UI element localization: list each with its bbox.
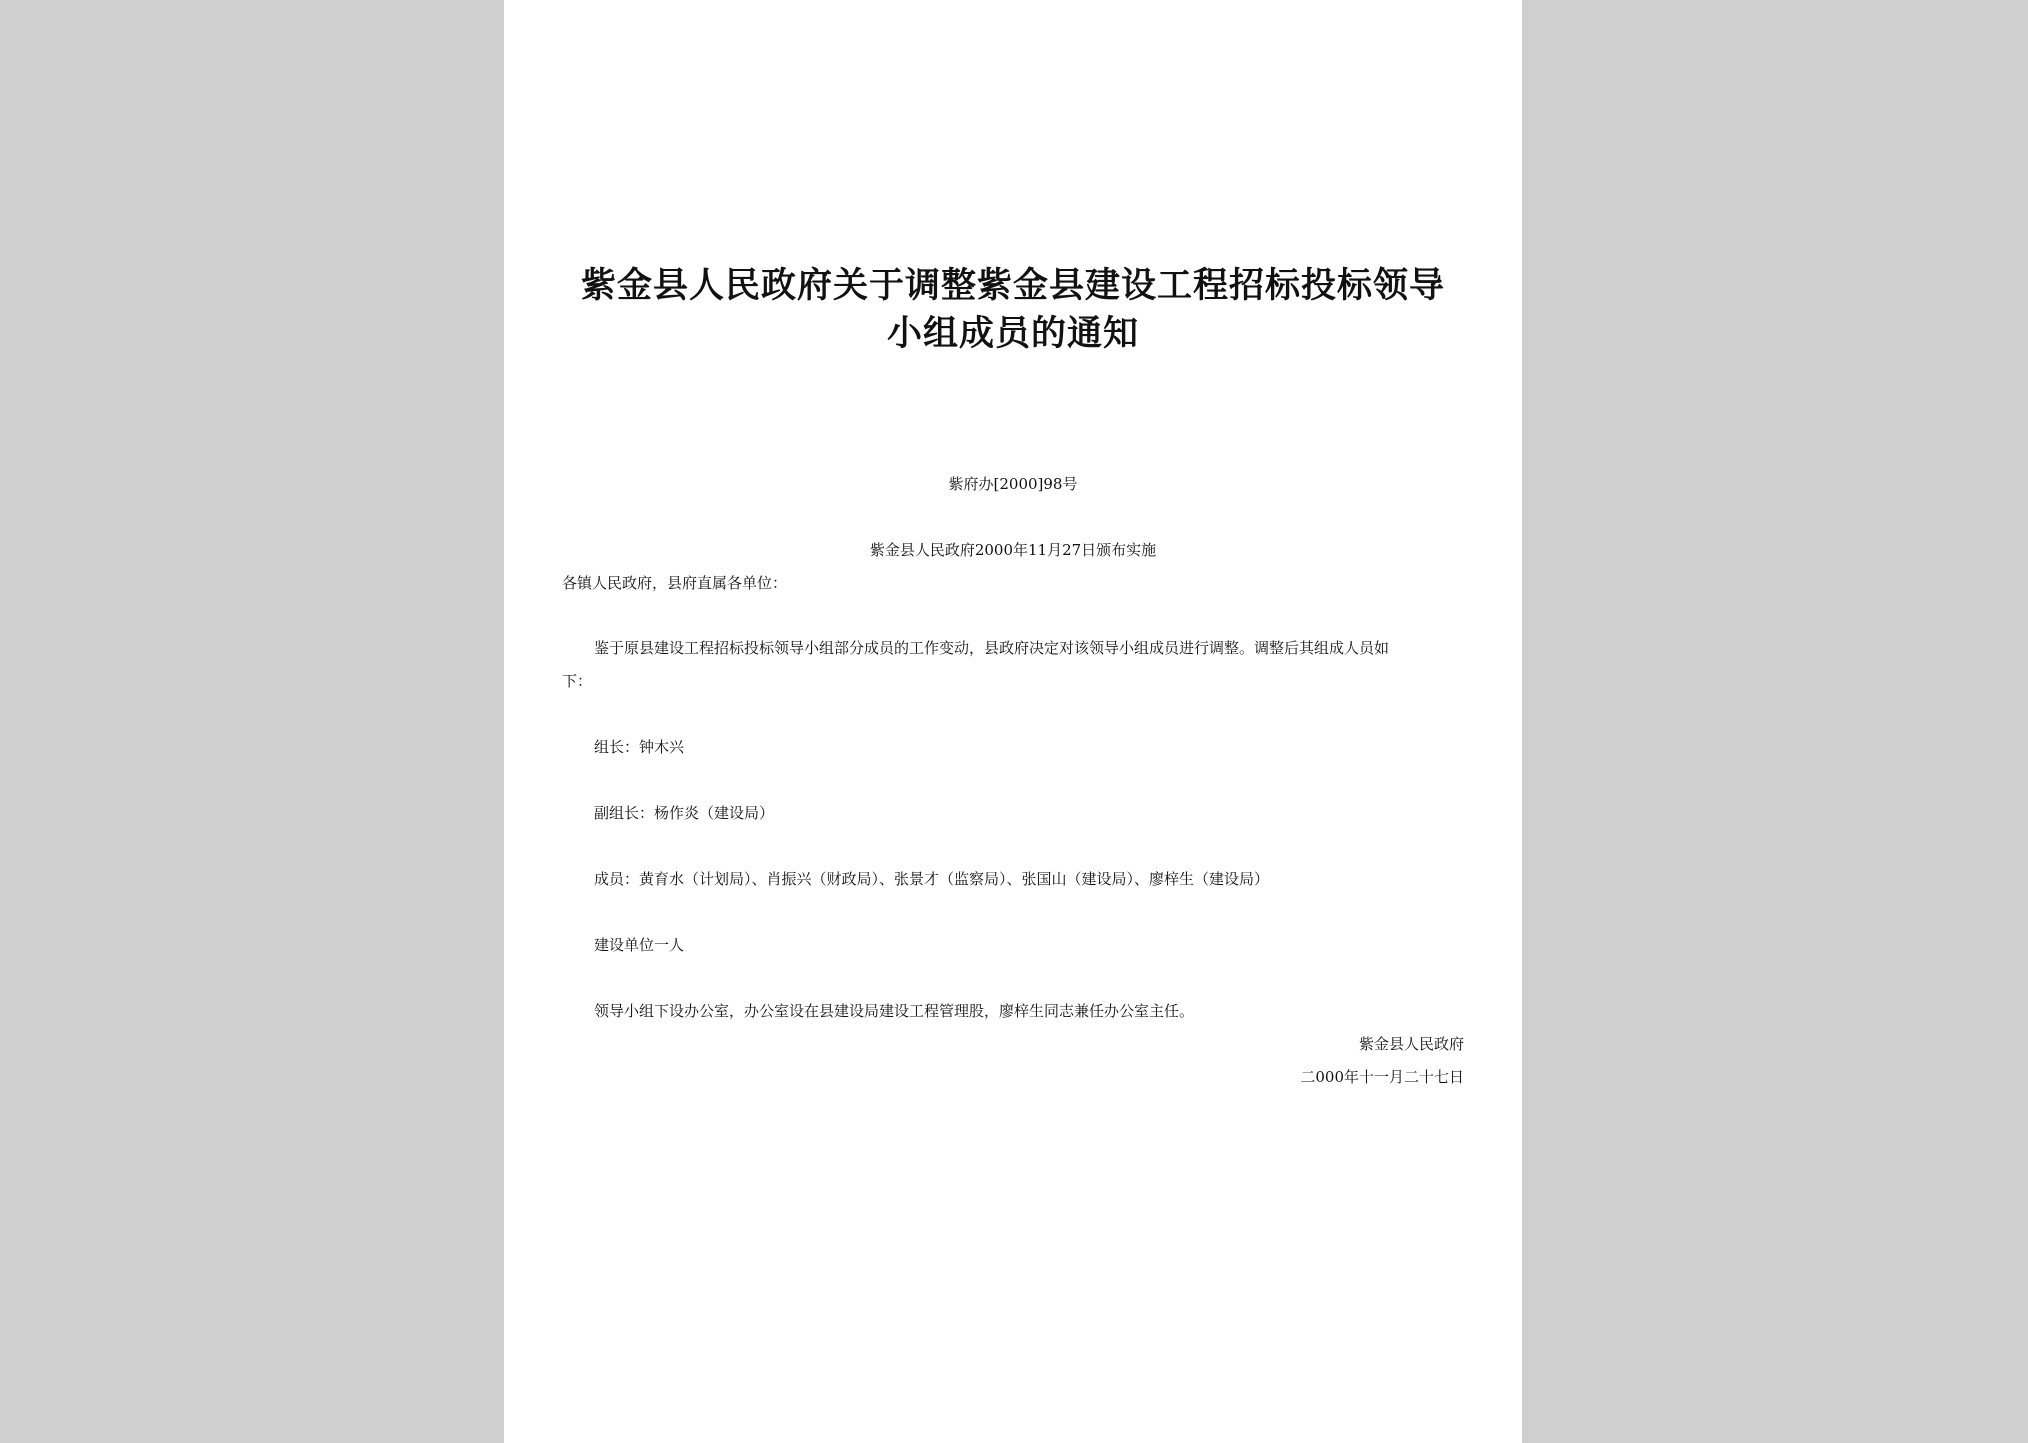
extra-member-line: 建设单位一人	[594, 936, 685, 954]
document-page	[504, 0, 1522, 1443]
document-title-line-2: 小组成员的通知	[886, 313, 1139, 354]
signature-date: 二000年十一月二十七日	[1300, 1068, 1464, 1086]
body-paragraph-line-1: 鉴于原县建设工程招标投标领导小组部分成员的工作变动，县政府决定对该领导小组成员进行调整。调整后其组成人员如	[594, 639, 1390, 657]
signature: 紫金县人民政府	[1358, 1035, 1464, 1053]
members-line: 成员：黄育水（计划局）、肖振兴（财政局）、张景才（监察局）、张国山（建设局）、廖梓生（建设局）	[594, 870, 1270, 888]
salutation: 各镇人民政府，县府直属各单位：	[562, 574, 788, 592]
deputy-leader-line: 副组长：杨作炎（建设局）	[594, 804, 775, 822]
issue-line: 紫金县人民政府2000年11月27日颁布实施	[869, 541, 1157, 559]
office-line: 领导小组下设办公室，办公室设在县建设局建设工程管理股，廖梓生同志兼任办公室主任。	[594, 1002, 1195, 1020]
leader-line: 组长：钟木兴	[594, 738, 685, 756]
document-title-line-1: 紫金县人民政府关于调整紫金县建设工程招标投标领导	[580, 265, 1445, 306]
document-number: 紫府办[2000]98号	[948, 475, 1078, 493]
body-paragraph-line-2: 下：	[562, 672, 593, 690]
